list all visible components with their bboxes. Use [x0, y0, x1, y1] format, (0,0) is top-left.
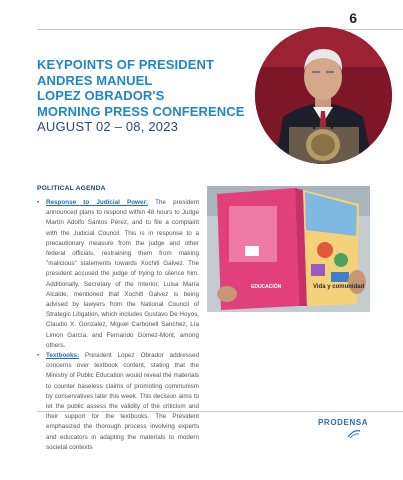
bullet-title: Response to Judicial Power: [46, 199, 149, 206]
section-label: POLITICAL AGENDA [37, 185, 106, 192]
title-line: MORNING PRESS CONFERENCE [37, 103, 245, 119]
logo-text: PRODENSA [318, 418, 369, 427]
textbook-brand: EDUCACIÓN [251, 284, 282, 290]
textbook-photo [207, 186, 370, 312]
page-title [37, 57, 267, 135]
bullet-text: President Lopez Obrador addressed concerns over textbook content, stating that the Ministry of Public Education would reveal the materials to counter baseless claims of promoting communism by conservatives later this week. This decision aims to let the public assess the validity of the criticism and their support for the textbooks. The President emphasized the thorough process involving experts and educators in adapting the materials to modern societal contexts [46, 352, 199, 451]
president-photo [255, 27, 392, 164]
bottom-divider [37, 411, 403, 412]
top-divider [37, 29, 403, 30]
title-line: KEYPOINTS OF PRESIDENT [37, 57, 215, 72]
title-line: ANDRES MANUEL [37, 72, 153, 88]
keypoints-list [37, 198, 199, 453]
logo-swoosh-icon [318, 428, 362, 440]
title-line: LOPEZ OBRADOR'S [37, 88, 165, 103]
prodensa-logo [318, 418, 368, 445]
bullet-title: Textbooks: [46, 352, 80, 360]
date-range: AUGUST 02 – 08, 2023 [37, 119, 179, 134]
list-item [37, 351, 199, 453]
page-number: 6 [349, 10, 357, 26]
bullet-text: The president announced plans to respond within 48 hours to Judge Martín Adolfo Santos Pérez, and to file a complaint with the Judicial Council. This is in response to a precautionary measure from the judge and other federal officials, restraining them from making "malicious" statements towards Xochitl Galvez. The president accused the judge of trying to silence him. Additionally, Secretary of the Interior, Luisa María Alcalde, mentioned that Xochitl Galvez is being advised by lawyers from the National Council of Strategic Litigation, which includes Gustavo De Hoyos, Claudio X. Gonzalez, Miguel Carbonell Sanchez, Lía Limon García, and Fernando Gomez-Mont, among others. [46, 199, 200, 349]
list-item [37, 198, 199, 351]
textbook-cover-title: Vida y comunidad [313, 284, 365, 290]
